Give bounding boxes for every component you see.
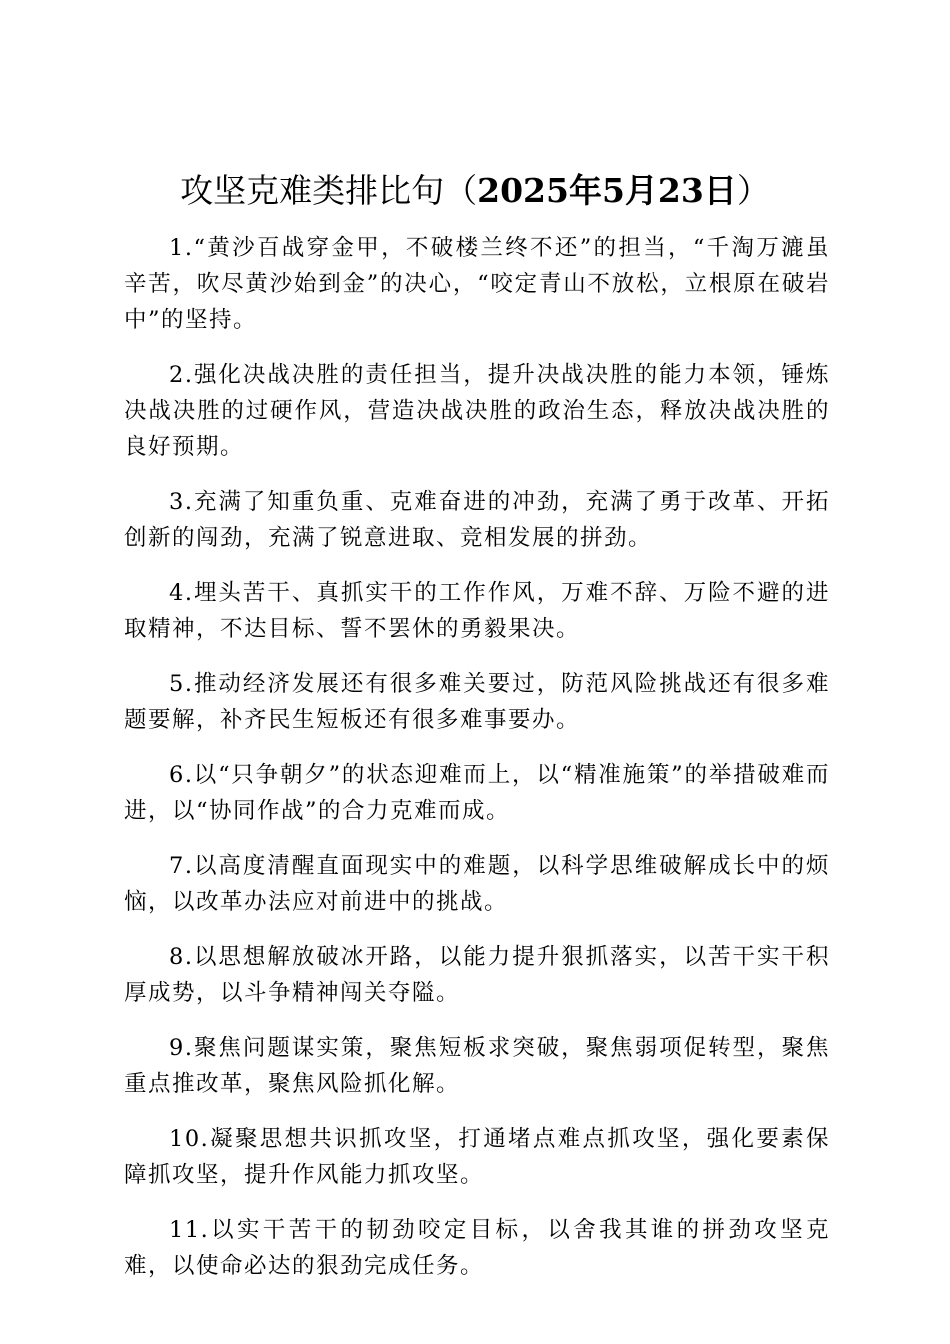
- paragraph-11: 11.以实干苦干的韧劲咬定目标，以舍我其谁的拼劲攻坚克难，以使命必达的狠劲完成任务。: [124, 1217, 830, 1279]
- title-date: 2025年5月23日: [477, 171, 737, 210]
- paragraph-6: 6.以“只争朝夕”的状态迎难而上，以“精准施策”的举措破难而进，以“协同作战”的合力克难而成。: [124, 762, 830, 824]
- paragraph-4: 4.埋头苦干、真抓实干的工作作风，万难不辞、万险不避的进取精神，不达目标、誓不罢休的勇毅果决。: [124, 580, 830, 642]
- title-text: 攻坚克难类排比句（: [180, 171, 478, 210]
- paragraph-1: 1.“黄沙百战穿金甲，不破楼兰终不还”的担当，“千淘万漉虽辛苦，吹尽黄沙始到金”的决心，“咬定青山不放松，立根原在破岩中”的坚持。: [124, 235, 830, 333]
- title-close-paren: ）: [736, 171, 770, 210]
- paragraph-5: 5.推动经济发展还有很多难关要过，防范风险挑战还有很多难题要解，补齐民生短板还有很多难事要办。: [124, 671, 830, 733]
- document-body: [124, 230, 830, 1303]
- paragraph-9: 9.聚焦问题谋实策，聚焦短板求突破，聚焦弱项促转型，聚焦重点推改革，聚焦风险抓化解。: [124, 1035, 830, 1097]
- document-title: [60, 166, 890, 216]
- paragraph-2: 2.强化决战决胜的责任担当，提升决战决胜的能力本领，锤炼决战决胜的过硬作风，营造决战决胜的政治生态，释放决战决胜的良好预期。: [124, 362, 830, 460]
- paragraph-3: 3.充满了知重负重、克难奋进的冲劲，充满了勇于改革、开拓创新的闯劲，充满了锐意进取、竞相发展的拼劲。: [124, 489, 830, 551]
- paragraph-8: 8.以思想解放破冰开路，以能力提升狠抓落实，以苦干实干积厚成势，以斗争精神闯关夺隘。: [124, 944, 830, 1006]
- paragraph-10: 10.凝聚思想共识抓攻坚，打通堵点难点抓攻坚，强化要素保障抓攻坚，提升作风能力抓攻坚。: [124, 1126, 830, 1188]
- paragraph-7: 7.以高度清醒直面现实中的难题，以科学思维破解成长中的烦恼，以改革办法应对前进中的挑战。: [124, 853, 830, 915]
